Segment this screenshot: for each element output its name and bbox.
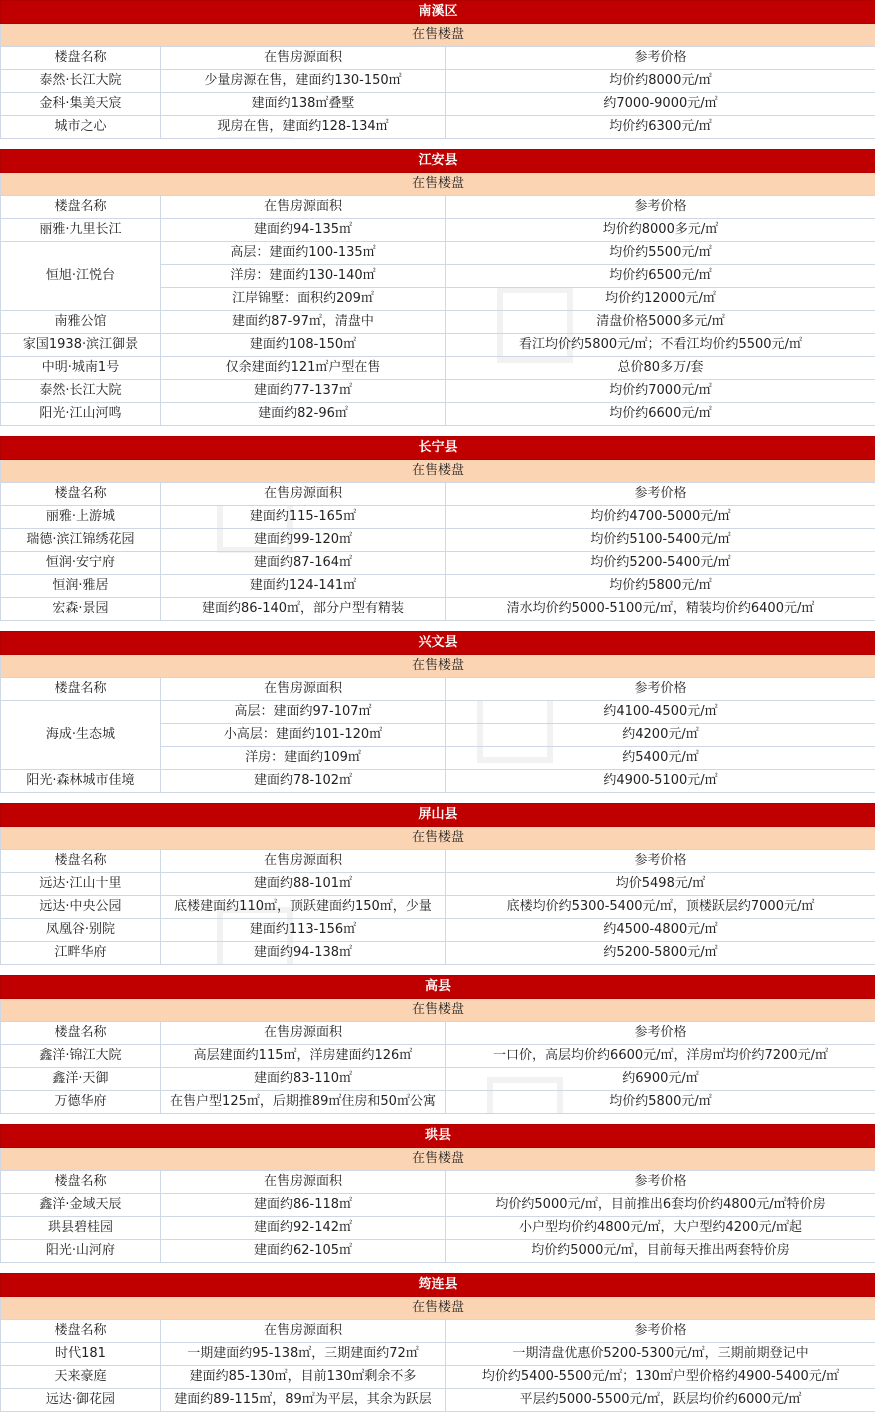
- area-cell: 建面约94-135㎡: [161, 219, 446, 242]
- table-row: [1, 1217, 875, 1240]
- table-row: [1, 403, 875, 426]
- price-cell: 均价约5100-5400元/㎡: [446, 529, 875, 552]
- area-cell: 建面约89-115㎡，89㎡为平层，其余为跃层: [161, 1389, 446, 1412]
- region-table: [0, 1124, 875, 1263]
- table-row: [1, 1045, 875, 1068]
- section-subtitle: 在售楼盘: [1, 1148, 875, 1171]
- region-title: 珙县: [1, 1125, 875, 1148]
- area-cell: 建面约87-164㎡: [161, 552, 446, 575]
- area-cell: 在售户型125㎡，后期推89㎡住房和50㎡公寓: [161, 1091, 446, 1114]
- region-title: 南溪区: [1, 1, 875, 24]
- area-cell: 洋房：建面约130-140㎡: [161, 265, 446, 288]
- section-subtitle: 在售楼盘: [1, 173, 875, 196]
- section-subtitle: 在售楼盘: [1, 1297, 875, 1320]
- area-cell: 建面约113-156㎡: [161, 919, 446, 942]
- table-row: [1, 1343, 875, 1366]
- project-name: 远达·御花园: [1, 1389, 161, 1412]
- price-cell: 均价约5400-5500元/㎡；130㎡户型价格约4900-5400元/㎡: [446, 1366, 875, 1389]
- table-row: [1, 873, 875, 896]
- price-cell: 均价约4700-5000元/㎡: [446, 506, 875, 529]
- price-cell: 约5400元/㎡: [446, 747, 875, 770]
- price-cell: 均价约6300元/㎡: [446, 116, 875, 139]
- col-header-name: 楼盘名称: [1, 1320, 161, 1343]
- col-header-area: 在售房源面积: [161, 1171, 446, 1194]
- section-subtitle: 在售楼盘: [1, 999, 875, 1022]
- price-cell: 约4200元/㎡: [446, 724, 875, 747]
- section-gap: [0, 1114, 875, 1124]
- area-cell: 高层：建面约97-107㎡: [161, 701, 446, 724]
- project-name: 远达·中央公园: [1, 896, 161, 919]
- price-cell: 约4500-4800元/㎡: [446, 919, 875, 942]
- price-cell: 均价约8000元/㎡: [446, 70, 875, 93]
- price-cell: 清水均价约5000-5100元/㎡，精装均价约6400元/㎡: [446, 598, 875, 621]
- price-cell: 约5200-5800元/㎡: [446, 942, 875, 965]
- col-header-price: 参考价格: [446, 483, 875, 506]
- col-header-name: 楼盘名称: [1, 1171, 161, 1194]
- area-cell: 建面约77-137㎡: [161, 380, 446, 403]
- project-name: 阳光·山河府: [1, 1240, 161, 1263]
- project-name: 中明·城南1号: [1, 357, 161, 380]
- area-cell: 建面约86-140㎡，部分户型有精装: [161, 598, 446, 621]
- table-row: [1, 242, 875, 265]
- price-cell: 约4900-5100元/㎡: [446, 770, 875, 793]
- price-cell: 小户型均价约4800元/㎡，大户型约4200元/㎡起: [446, 1217, 875, 1240]
- area-cell: 建面约62-105㎡: [161, 1240, 446, 1263]
- region-title: 筠连县: [1, 1274, 875, 1297]
- table-row: [1, 311, 875, 334]
- table-row: [1, 380, 875, 403]
- col-header-name: 楼盘名称: [1, 850, 161, 873]
- project-name: 丽雅·上游城: [1, 506, 161, 529]
- area-cell: 建面约82-96㎡: [161, 403, 446, 426]
- col-header-price: 参考价格: [446, 678, 875, 701]
- section-gap: [0, 1263, 875, 1273]
- region-table: [0, 975, 875, 1114]
- price-cell: 约7000-9000元/㎡: [446, 93, 875, 116]
- area-cell: 建面约86-118㎡: [161, 1194, 446, 1217]
- project-name: 泰然·长江大院: [1, 70, 161, 93]
- area-cell: 高层建面约115㎡，洋房建面约126㎡: [161, 1045, 446, 1068]
- price-cell: 均价约5000元/㎡，目前每天推出两套特价房: [446, 1240, 875, 1263]
- project-name: 时代181: [1, 1343, 161, 1366]
- project-name: 金科·集美天宸: [1, 93, 161, 116]
- price-cell: 底楼均价约5300-5400元/㎡，顶楼跃层约7000元/㎡: [446, 896, 875, 919]
- section-gap: [0, 793, 875, 803]
- price-cell: 清盘价格5000多元/㎡: [446, 311, 875, 334]
- table-row: [1, 919, 875, 942]
- table-row: [1, 575, 875, 598]
- price-cell: 一口价，高层均价约6600元/㎡，洋房㎡均价约7200元/㎡: [446, 1045, 875, 1068]
- col-header-area: 在售房源面积: [161, 678, 446, 701]
- price-cell: 一期清盘优惠价5200-5300元/㎡，三期前期登记中: [446, 1343, 875, 1366]
- area-cell: 建面约115-165㎡: [161, 506, 446, 529]
- col-header-name: 楼盘名称: [1, 678, 161, 701]
- region-title: 兴文县: [1, 632, 875, 655]
- col-header-price: 参考价格: [446, 1171, 875, 1194]
- project-name: 恒旭·江悦台: [1, 242, 161, 311]
- region-table: [0, 1273, 875, 1412]
- area-cell: 建面约78-102㎡: [161, 770, 446, 793]
- project-name: 珙县碧桂园: [1, 1217, 161, 1240]
- col-header-name: 楼盘名称: [1, 196, 161, 219]
- area-cell: 一期建面约95-138㎡，三期建面约72㎡: [161, 1343, 446, 1366]
- project-name: 鑫洋·锦江大院: [1, 1045, 161, 1068]
- table-row: [1, 529, 875, 552]
- region-table: [0, 0, 875, 139]
- price-cell: 均价约8000多元/㎡: [446, 219, 875, 242]
- price-cell: 总价80多万/套: [446, 357, 875, 380]
- region-title: 江安县: [1, 150, 875, 173]
- table-row: [1, 116, 875, 139]
- table-row: [1, 506, 875, 529]
- area-cell: 建面约138㎡叠墅: [161, 93, 446, 116]
- price-cell: 均价5498元/㎡: [446, 873, 875, 896]
- price-cell: 均价约5800元/㎡: [446, 1091, 875, 1114]
- col-header-name: 楼盘名称: [1, 1022, 161, 1045]
- project-name: 宏森·景园: [1, 598, 161, 621]
- project-name: 丽雅·九里长江: [1, 219, 161, 242]
- col-header-area: 在售房源面积: [161, 1320, 446, 1343]
- col-header-area: 在售房源面积: [161, 196, 446, 219]
- region-title: 屏山县: [1, 804, 875, 827]
- col-header-area: 在售房源面积: [161, 483, 446, 506]
- project-name: 海成·生态城: [1, 701, 161, 770]
- price-cell: 均价约5000元/㎡，目前推出6套均价约4800元/㎡特价房: [446, 1194, 875, 1217]
- price-cell: 约6900元/㎡: [446, 1068, 875, 1091]
- table-row: [1, 357, 875, 380]
- project-name: 万德华府: [1, 1091, 161, 1114]
- price-cell: 均价约5800元/㎡: [446, 575, 875, 598]
- col-header-price: 参考价格: [446, 1320, 875, 1343]
- project-name: 城市之心: [1, 116, 161, 139]
- table-row: [1, 1366, 875, 1389]
- area-cell: 建面约108-150㎡: [161, 334, 446, 357]
- project-name: 鑫洋·金域天辰: [1, 1194, 161, 1217]
- region-title: 长宁县: [1, 437, 875, 460]
- region-table: [0, 436, 875, 621]
- table-row: [1, 701, 875, 724]
- table-row: [1, 896, 875, 919]
- table-row: [1, 552, 875, 575]
- project-name: 瑞德·滨江锦绣花园: [1, 529, 161, 552]
- region-table: [0, 149, 875, 426]
- section-gap: [0, 965, 875, 975]
- price-cell: 看江均价约5800元/㎡；不看江均价约5500元/㎡: [446, 334, 875, 357]
- col-header-price: 参考价格: [446, 47, 875, 70]
- area-cell: 建面约85-130㎡，目前130㎡剩余不多: [161, 1366, 446, 1389]
- project-name: 江畔华府: [1, 942, 161, 965]
- project-name: 南雅公馆: [1, 311, 161, 334]
- col-header-price: 参考价格: [446, 196, 875, 219]
- table-row: [1, 770, 875, 793]
- section-gap: [0, 426, 875, 436]
- section-subtitle: 在售楼盘: [1, 460, 875, 483]
- project-name: 家国1938·滨江御景: [1, 334, 161, 357]
- col-header-name: 楼盘名称: [1, 483, 161, 506]
- area-cell: 少量房源在售，建面约130-150㎡: [161, 70, 446, 93]
- col-header-area: 在售房源面积: [161, 850, 446, 873]
- area-cell: 建面约92-142㎡: [161, 1217, 446, 1240]
- table-row: [1, 1091, 875, 1114]
- col-header-name: 楼盘名称: [1, 47, 161, 70]
- project-name: 凤凰谷·别院: [1, 919, 161, 942]
- price-cell: 平层约5000-5500元/㎡，跃层均价约6000元/㎡: [446, 1389, 875, 1412]
- table-row: [1, 942, 875, 965]
- area-cell: 底楼建面约110㎡，顶跃建面约150㎡，少量: [161, 896, 446, 919]
- table-row: [1, 219, 875, 242]
- price-cell: 均价约6600元/㎡: [446, 403, 875, 426]
- table-row: [1, 1389, 875, 1412]
- region-table: [0, 631, 875, 793]
- project-name: 阳光·江山河鸣: [1, 403, 161, 426]
- area-cell: 建面约83-110㎡: [161, 1068, 446, 1091]
- project-name: 恒润·雅居: [1, 575, 161, 598]
- price-cell: 均价约5500元/㎡: [446, 242, 875, 265]
- price-cell: 均价约6500元/㎡: [446, 265, 875, 288]
- project-name: 恒润·安宁府: [1, 552, 161, 575]
- project-name: 天来豪庭: [1, 1366, 161, 1389]
- table-row: [1, 1068, 875, 1091]
- section-gap: [0, 621, 875, 631]
- area-cell: 现房在售，建面约128-134㎡: [161, 116, 446, 139]
- region-title: 高县: [1, 976, 875, 999]
- area-cell: 建面约94-138㎡: [161, 942, 446, 965]
- area-cell: 高层：建面约100-135㎡: [161, 242, 446, 265]
- project-name: 鑫洋·天御: [1, 1068, 161, 1091]
- area-cell: 建面约99-120㎡: [161, 529, 446, 552]
- price-cell: 均价约12000元/㎡: [446, 288, 875, 311]
- section-gap: [0, 139, 875, 149]
- section-subtitle: 在售楼盘: [1, 655, 875, 678]
- project-name: 远达·江山十里: [1, 873, 161, 896]
- col-header-area: 在售房源面积: [161, 1022, 446, 1045]
- region-table: [0, 803, 875, 965]
- table-row: [1, 70, 875, 93]
- col-header-price: 参考价格: [446, 850, 875, 873]
- section-subtitle: 在售楼盘: [1, 827, 875, 850]
- table-row: [1, 598, 875, 621]
- table-row: [1, 1194, 875, 1217]
- area-cell: 建面约124-141㎡: [161, 575, 446, 598]
- col-header-area: 在售房源面积: [161, 47, 446, 70]
- area-cell: 仅余建面约121㎡户型在售: [161, 357, 446, 380]
- price-cell: 均价约7000元/㎡: [446, 380, 875, 403]
- table-row: [1, 334, 875, 357]
- section-subtitle: 在售楼盘: [1, 24, 875, 47]
- area-cell: 小高层：建面约101-120㎡: [161, 724, 446, 747]
- area-cell: 建面约88-101㎡: [161, 873, 446, 896]
- price-cell: 约4100-4500元/㎡: [446, 701, 875, 724]
- area-cell: 江岸锦墅：面积约209㎡: [161, 288, 446, 311]
- project-name: 泰然·长江大院: [1, 380, 161, 403]
- table-row: [1, 93, 875, 116]
- price-cell: 均价约5200-5400元/㎡: [446, 552, 875, 575]
- project-name: 阳光·森林城市佳境: [1, 770, 161, 793]
- table-row: [1, 1240, 875, 1263]
- col-header-price: 参考价格: [446, 1022, 875, 1045]
- area-cell: 建面约87-97㎡，清盘中: [161, 311, 446, 334]
- area-cell: 洋房：建面约109㎡: [161, 747, 446, 770]
